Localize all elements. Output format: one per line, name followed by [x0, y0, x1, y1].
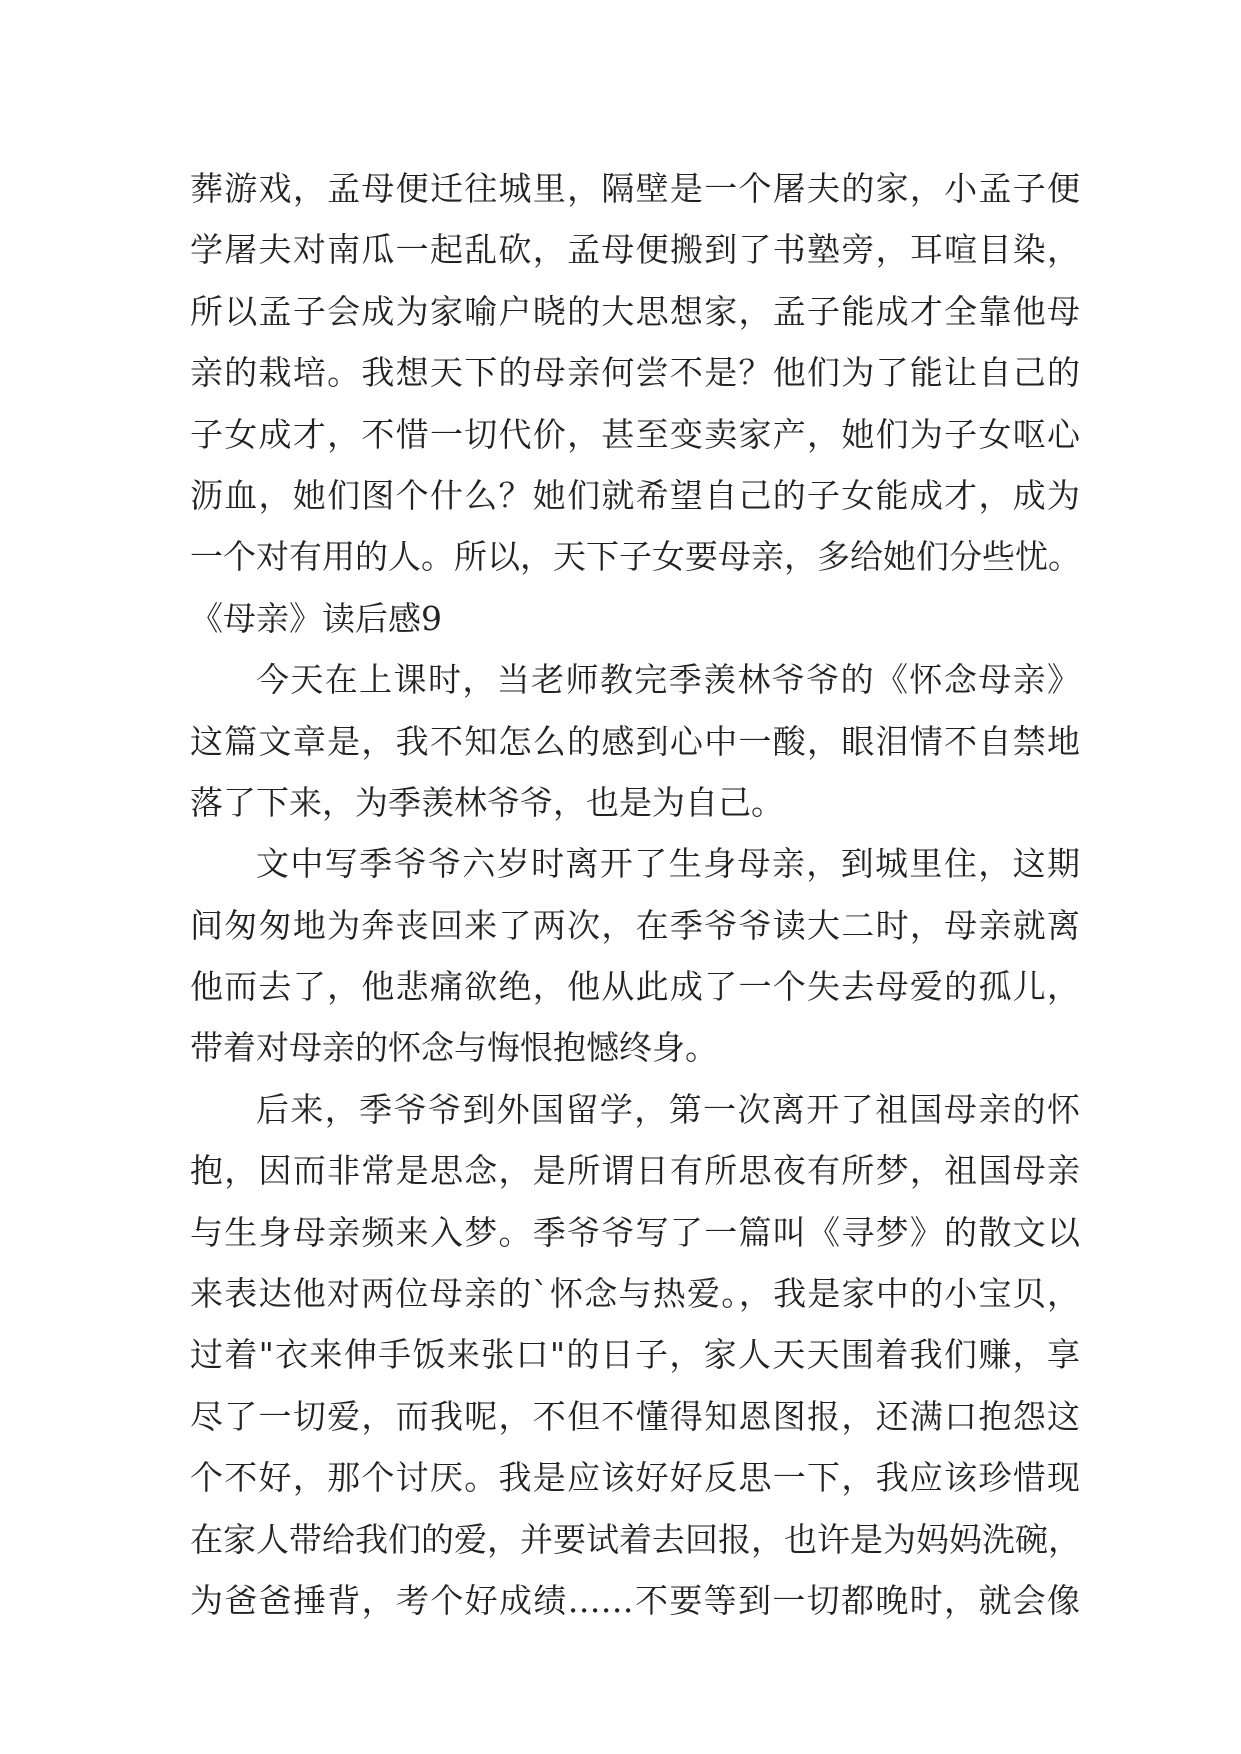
text-line: 抱，因而非常是思念，是所谓日有所思夜有所梦，祖国母亲: [190, 1151, 1080, 1191]
text-line: 带着对母亲的怀念与悔恨抱憾终身。: [190, 1028, 718, 1068]
text-line: 学屠夫对南瓜一起乱砍，孟母便搬到了书塾旁，耳喧目染，: [190, 230, 1080, 270]
text-line: 过着"衣来伸手饭来张口"的日子，家人天天围着我们赚，享: [190, 1335, 1080, 1375]
text-line: 为爸爸捶背，考个好成绩……不要等到一切都晚时，就会像: [190, 1580, 1080, 1620]
paragraph: [190, 833, 1080, 1079]
text-line: 与生身母亲频来入梦。季爷爷写了一篇叫《寻梦》的散文以: [190, 1212, 1080, 1252]
paragraph: [190, 649, 1080, 833]
text-line: 间匆匆地为奔丧回来了两次，在季爷爷读大二时，母亲就离: [190, 905, 1080, 945]
text-line: 一个对有用的人。所以，天下子女要母亲，多给她们分些忧。: [190, 537, 1081, 577]
text-line: 他而去了，他悲痛欲绝，他从此成了一个失去母爱的孤儿，: [190, 967, 1080, 1007]
text-line: 葬游戏，孟母便迁往城里，隔壁是一个屠夫的家，小孟子便: [190, 169, 1080, 208]
text-line: 亲的栽培。我想天下的母亲何尝不是？他们为了能让自己的: [190, 353, 1080, 393]
text-line: 落了下来，为季羡林爷爷，也是为自己。: [190, 782, 784, 822]
text-line: 这篇文章是，我不知怎么的感到心中一酸，眼泪情不自禁地: [190, 721, 1080, 761]
text-line: 子女成才，不惜一切代价，甚至变卖家产，她们为子女呕心: [190, 414, 1080, 454]
paragraph-intro: [190, 158, 1080, 588]
text-line: 后来，季爷爷到外国留学，第一次离开了祖国母亲的怀: [256, 1089, 1080, 1129]
text-line: 所以孟子会成为家喻户晓的大思想家，孟子能成才全靠他母: [190, 291, 1080, 331]
document-body: [190, 158, 1080, 1631]
text-line: 尽了一切爱，而我呢，不但不懂得知恩图报，还满口抱怨这: [190, 1396, 1080, 1436]
paragraph: [190, 1079, 1080, 1632]
text-line: 个不好，那个讨厌。我是应该好好反思一下，我应该珍惜现: [190, 1458, 1080, 1498]
text-line: 在家人带给我们的爱，并要试着去回报，也许是为妈妈洗碗，: [190, 1519, 1081, 1559]
text-line: 今天在上课时，当老师教完季羡林爷爷的《怀念母亲》: [256, 660, 1080, 700]
text-line: 文中写季爷爷六岁时离开了生身母亲，到城里住，这期: [256, 844, 1080, 884]
text-line: 来表达他对两位母亲的`怀念与热爱。，我是家中的小宝贝，: [190, 1274, 1080, 1314]
text-line: 沥血，她们图个什么？她们就希望自己的子女能成才，成为: [190, 475, 1080, 515]
section-title: 《母亲》读后感9: [190, 598, 442, 638]
